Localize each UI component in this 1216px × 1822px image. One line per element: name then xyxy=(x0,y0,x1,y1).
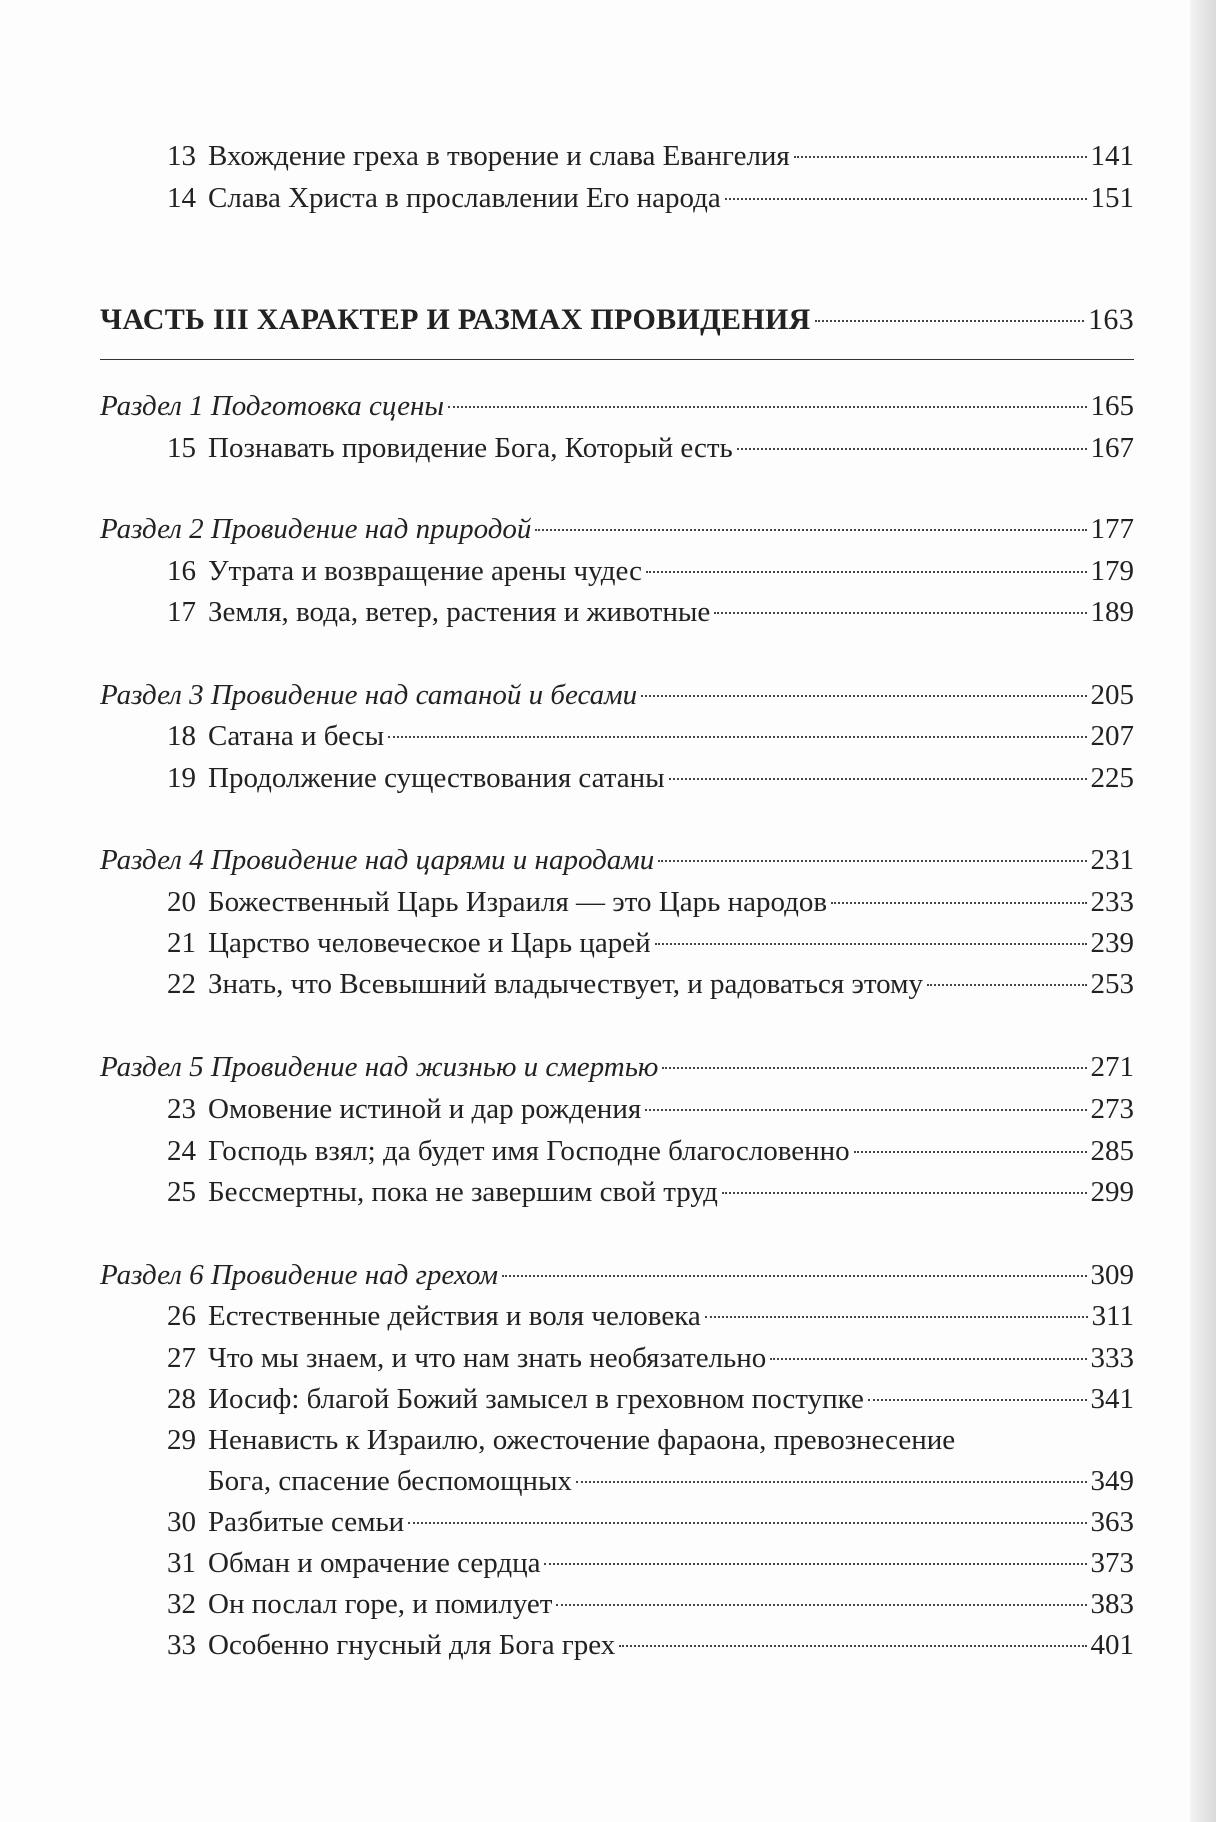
toc-entry xyxy=(154,1131,1134,1171)
dot-leader xyxy=(655,943,1087,945)
entry-number: 25 xyxy=(167,1176,196,1208)
entry-number: 24 xyxy=(167,1135,196,1167)
section-title: Раздел 5 Провидение над жизнью и смертью xyxy=(100,1051,659,1083)
entry-page: 141 xyxy=(1090,140,1134,172)
entry-page: 341 xyxy=(1090,1383,1134,1415)
toc-entry xyxy=(154,716,1134,756)
entry-number: 17 xyxy=(167,596,196,628)
dot-leader xyxy=(544,1563,1086,1565)
dot-leader xyxy=(645,1109,1086,1111)
toc-entry xyxy=(154,1379,1134,1419)
section-heading xyxy=(100,1047,1134,1087)
toc-entry xyxy=(154,1420,1134,1460)
entry-number: 21 xyxy=(167,927,196,959)
part-divider xyxy=(100,359,1134,360)
entry-title: Он послал горе, и помилует xyxy=(208,1588,553,1620)
dot-leader xyxy=(854,1151,1087,1153)
entry-number: 28 xyxy=(167,1383,196,1415)
entry-title: Что мы знаем, и что нам знать необязательно xyxy=(208,1342,767,1374)
dot-leader xyxy=(770,1358,1086,1360)
dot-leader xyxy=(722,1192,1087,1194)
entry-page: 285 xyxy=(1090,1135,1134,1167)
entry-page: 401 xyxy=(1090,1629,1134,1661)
section-title: Раздел 6 Провидение над грехом xyxy=(100,1259,498,1291)
dot-leader xyxy=(725,198,1087,200)
dot-leader xyxy=(669,778,1087,780)
page-edge-shadow xyxy=(1190,0,1216,1822)
dot-leader xyxy=(388,736,1086,738)
part-title: ЧАСТЬ III ХАРАКТЕР И РАЗМАХ ПРОВИДЕНИЯ xyxy=(100,303,811,336)
section-page: 205 xyxy=(1090,679,1134,711)
toc-entry xyxy=(154,1172,1134,1212)
entry-title: Бессмертны, пока не завершим свой труд xyxy=(208,1176,718,1208)
entry-title: Иосиф: благой Божий замысел в греховном поступке xyxy=(208,1383,864,1415)
entry-number: 27 xyxy=(167,1342,196,1374)
dot-leader xyxy=(502,1275,1087,1277)
entry-title: Сатана и бесы xyxy=(208,720,385,752)
dot-leader xyxy=(815,320,1085,322)
section-heading xyxy=(100,675,1134,715)
section-title: Раздел 2 Провидение над природой xyxy=(100,513,532,545)
entry-page: 273 xyxy=(1090,1093,1134,1125)
dot-leader xyxy=(705,1316,1088,1318)
entry-title: Вхождение греха в творение и слава Евангелия xyxy=(208,140,790,172)
dot-leader xyxy=(794,156,1087,158)
dot-leader xyxy=(408,1522,1086,1524)
section-page: 231 xyxy=(1090,844,1134,876)
section-heading xyxy=(100,1255,1134,1295)
dot-leader xyxy=(556,1604,1086,1606)
part-heading xyxy=(100,300,1134,340)
entry-number: 29 xyxy=(167,1424,196,1456)
toc-entry xyxy=(154,964,1134,1004)
entry-number: 14 xyxy=(167,182,196,214)
entry-title: Утрата и возвращение арены чудес xyxy=(208,555,642,587)
entry-title: Омовение истиной и дар рождения xyxy=(208,1093,642,1125)
entry-page: 207 xyxy=(1090,720,1134,752)
entry-page: 333 xyxy=(1090,1342,1134,1374)
entry-title: Господь взял; да будет имя Господне благословенно xyxy=(208,1135,850,1167)
entry-number: 20 xyxy=(167,886,196,918)
entry-page: 225 xyxy=(1090,762,1134,794)
entry-page: 253 xyxy=(1090,968,1134,1000)
entry-number: 26 xyxy=(167,1300,196,1332)
section-title: Раздел 1 Подготовка сцены xyxy=(100,390,445,422)
entry-page: 233 xyxy=(1090,886,1134,918)
entry-number: 33 xyxy=(167,1629,196,1661)
entry-page: 179 xyxy=(1090,555,1134,587)
toc-entry xyxy=(154,1584,1134,1624)
toc-entry xyxy=(154,1502,1134,1542)
dot-leader xyxy=(714,612,1086,614)
section-page: 309 xyxy=(1090,1259,1134,1291)
entry-title: Земля, вода, ветер, растения и животные xyxy=(208,596,711,628)
dot-leader xyxy=(646,571,1087,573)
entry-number: 30 xyxy=(167,1506,196,1538)
toc-entry xyxy=(154,1296,1134,1336)
entry-title: Разбитые семьи xyxy=(208,1506,405,1538)
entry-title: Знать, что Всевышний владычествует, и радоваться этому xyxy=(208,968,923,1000)
entry-title: Ненависть к Израилю, ожесточение фараона, превознесение xyxy=(208,1424,956,1456)
entry-title: Царство человеческое и Царь царей xyxy=(208,927,651,959)
toc-entry xyxy=(154,551,1134,591)
entry-number: 31 xyxy=(167,1547,196,1579)
toc-entry xyxy=(154,1338,1134,1378)
section-heading xyxy=(100,840,1134,880)
entry-number: 22 xyxy=(167,968,196,1000)
section-page: 165 xyxy=(1090,390,1134,422)
section-title: Раздел 3 Провидение над сатаной и бесами xyxy=(100,679,638,711)
dot-leader xyxy=(831,902,1086,904)
toc-entry-continuation xyxy=(154,1461,1134,1501)
entry-number: 23 xyxy=(167,1093,196,1125)
section-heading xyxy=(100,386,1134,426)
entry-title: Продолжение существования сатаны xyxy=(208,762,665,794)
section-page: 271 xyxy=(1090,1051,1134,1083)
entry-title: Естественные действия и воля человека xyxy=(208,1300,701,1332)
dot-leader xyxy=(658,860,1086,862)
part-page: 163 xyxy=(1088,303,1134,336)
toc-entry xyxy=(154,923,1134,963)
toc-entry xyxy=(154,136,1134,176)
section-heading xyxy=(100,509,1134,549)
entry-page: 189 xyxy=(1090,596,1134,628)
entry-page: 151 xyxy=(1090,182,1134,214)
dot-leader xyxy=(448,406,1086,408)
dot-leader xyxy=(662,1067,1086,1069)
entry-page: 167 xyxy=(1090,432,1134,464)
dot-leader xyxy=(737,448,1087,450)
entry-title: Обман и омрачение сердца xyxy=(208,1547,541,1579)
entry-page: 373 xyxy=(1090,1547,1134,1579)
toc-entry xyxy=(154,758,1134,798)
toc-entry xyxy=(154,428,1134,468)
entry-page: 383 xyxy=(1090,1588,1134,1620)
toc-entry xyxy=(154,178,1134,218)
toc-entry xyxy=(154,1543,1134,1583)
dot-leader xyxy=(927,984,1087,986)
section-title: Раздел 4 Провидение над царями и народами xyxy=(100,844,655,876)
entry-page: 311 xyxy=(1091,1300,1134,1332)
entry-title-continuation: Бога, спасение беспомощных xyxy=(208,1465,572,1497)
toc-entry xyxy=(154,1625,1134,1665)
entry-page: 299 xyxy=(1090,1176,1134,1208)
entry-number: 32 xyxy=(167,1588,196,1620)
entry-title: Познавать провидение Бога, Который есть xyxy=(208,432,733,464)
entry-number: 13 xyxy=(167,140,196,172)
entry-number: 16 xyxy=(167,555,196,587)
entry-number: 18 xyxy=(167,720,196,752)
dot-leader xyxy=(868,1399,1087,1401)
entry-title: Особенно гнусный для Бога грех xyxy=(208,1629,616,1661)
entry-title: Божественный Царь Израиля — это Царь народов xyxy=(208,886,828,918)
entry-title: Слава Христа в прославлении Его народа xyxy=(208,182,721,214)
entry-number: 15 xyxy=(167,432,196,464)
toc-entry xyxy=(154,1089,1134,1129)
toc-entry xyxy=(154,592,1134,632)
entry-number: 19 xyxy=(167,762,196,794)
dot-leader xyxy=(576,1481,1087,1483)
entry-page: 349 xyxy=(1090,1465,1134,1497)
toc-entry xyxy=(154,882,1134,922)
entry-page: 363 xyxy=(1090,1506,1134,1538)
dot-leader xyxy=(641,695,1086,697)
dot-leader xyxy=(535,529,1086,531)
entry-page: 239 xyxy=(1090,927,1134,959)
dot-leader xyxy=(619,1645,1086,1647)
section-page: 177 xyxy=(1090,513,1134,545)
